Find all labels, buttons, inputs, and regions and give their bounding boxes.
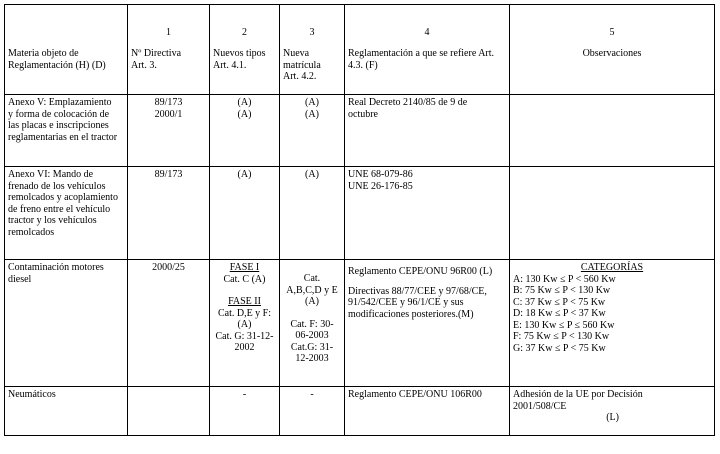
cell-directiva (128, 387, 210, 436)
text-line: y forma de colocación de (8, 108, 110, 120)
cell-nueva-matricula (280, 260, 345, 387)
category-line: B: 75 Kw ≤ P < 130 Kw (513, 285, 611, 296)
text-line: de freno entre el vehículo (8, 203, 111, 215)
header-cell-reglamentacion (345, 5, 510, 95)
text-line: Real Decreto 2140/85 de 9 de (348, 97, 468, 108)
column-label-line: Nuevos tipos (213, 48, 266, 59)
cell-directiva (128, 260, 210, 387)
cell-nuevos-tipos (210, 387, 280, 436)
column-number: 3 (309, 27, 315, 38)
cell-directiva (128, 167, 210, 260)
cell-nuevos-tipos (210, 95, 280, 167)
cell-materia (5, 387, 128, 436)
text-line: 12-2003 (295, 353, 329, 364)
column-label-line: matrícula (283, 59, 321, 71)
cell-nueva-matricula (280, 387, 345, 436)
cell-reglamentacion (345, 260, 510, 387)
text-line: 06-2003 (295, 330, 329, 341)
text-line: 2001/508/CE (513, 400, 567, 412)
text-line: octubre (348, 108, 378, 120)
column-number: 1 (166, 27, 171, 38)
text-line: Cat.G: 31- (290, 341, 334, 353)
text-line: (A) (237, 97, 252, 108)
column-label-line: Materia objeto de (8, 48, 79, 59)
text-line: UNE 26-176-85 (348, 180, 413, 192)
text-line: Cat. C (A) (223, 273, 266, 285)
text-line: (A) (305, 169, 319, 180)
regulation-table (4, 4, 715, 436)
spacer (283, 308, 341, 319)
fase-title: FASE II (228, 296, 261, 307)
text-line: Cat. F: 30- (290, 318, 334, 330)
column-number: 2 (242, 27, 247, 38)
header-cell-nuevos-tipos (210, 5, 280, 95)
text-line: Neumáticos (8, 389, 56, 400)
category-line: D: 18 Kw ≤ P < 37 Kw (513, 308, 606, 319)
text-line: Reglamento CEPE/ONU 96R00 (L) (348, 266, 493, 277)
cell-observaciones (510, 387, 715, 436)
cell-reglamentacion (345, 95, 510, 167)
cell-observaciones (510, 260, 715, 387)
spacer (283, 262, 341, 273)
text-line: 91/542/CEE y 96/1/CE y sus (348, 297, 464, 308)
text-line: frenado de los vehículos (8, 180, 106, 192)
table-row (5, 167, 715, 260)
cell-materia (5, 260, 128, 387)
header-cell-observaciones (510, 5, 715, 95)
text-line: Adhesión de la UE por Decisión (513, 389, 643, 400)
text-line: reglamentarias en el tractor (8, 131, 118, 143)
text-line: diesel (8, 273, 32, 285)
table-row (5, 95, 715, 167)
column-label (283, 48, 341, 83)
cell-observaciones (510, 95, 715, 167)
text-line: Anexo V: Emplazamiento (8, 97, 112, 108)
text-line: (A) (237, 319, 252, 330)
text-line: Reglamento CEPE/ONU 106R00 (348, 389, 482, 400)
column-number: 4 (424, 27, 430, 38)
column-label-line: Reglamentación (H) (D) (8, 59, 106, 71)
category-line: C: 37 Kw ≤ P < 75 Kw (513, 296, 606, 308)
text-line: (A) (305, 108, 319, 120)
text-line: (A) (305, 296, 319, 307)
text-line: A,B,C,D y E (286, 284, 338, 296)
column-label-line: Nº Directiva (131, 48, 182, 59)
cell-directiva (128, 95, 210, 167)
text-line: UNE 68-079-86 (348, 169, 413, 180)
column-label (131, 48, 206, 71)
column-number (8, 5, 124, 39)
column-label-line: Art. 4.2. (283, 71, 317, 82)
column-label (348, 48, 506, 71)
text-line: Directivas 88/77/CEE y 97/68/CE, (348, 285, 487, 297)
note-line: (L) (606, 412, 619, 423)
spacer (213, 285, 276, 296)
text-line: Cat. (303, 273, 321, 284)
column-label-line: Nueva (283, 48, 310, 59)
text-line: Anexo VI: Mando de (8, 169, 94, 180)
cell-reglamentacion (345, 387, 510, 436)
text-line: - (310, 389, 314, 400)
cell-observaciones (510, 167, 715, 260)
text-line: modificaciones posteriores.(M) (348, 308, 474, 320)
text-line: Cat. G: 31-12- (215, 330, 274, 342)
spacer (348, 278, 506, 286)
cell-materia (5, 167, 128, 260)
header-cell-materia (5, 5, 128, 95)
text-line: las placas e inscripciones (8, 120, 109, 131)
cell-nuevos-tipos (210, 260, 280, 387)
column-label-line: Reglamentación a que se refiere Art. (348, 48, 495, 59)
header-cell-directiva (128, 5, 210, 95)
text-line: 2002 (234, 342, 255, 353)
text-line: (A) (237, 108, 252, 120)
column-label (213, 48, 276, 71)
column-label (8, 48, 124, 71)
category-line: A: 130 Kw ≤ P < 560 Kw (513, 273, 616, 285)
text-line: (A) (305, 97, 319, 108)
cell-materia (5, 95, 128, 167)
column-label-line: Observaciones (582, 48, 642, 59)
text-line: Contaminación motores (8, 262, 104, 273)
column-number: 5 (609, 27, 615, 38)
fase-title: FASE I (229, 262, 260, 273)
cell-nuevos-tipos (210, 167, 280, 260)
text-line: Cat. D,E y F: (217, 307, 272, 319)
text-line: 89/173 (154, 169, 183, 180)
text-line: 89/173 (154, 97, 183, 108)
category-line: F: 75 Kw ≤ P < 130 Kw (513, 331, 610, 342)
cell-nueva-matricula (280, 95, 345, 167)
header-row (5, 5, 715, 95)
column-label-line: Art. 3. (131, 59, 157, 71)
categorias-title: CATEGORÍAS (580, 262, 644, 273)
table-row (5, 260, 715, 387)
text-line: - (242, 389, 247, 400)
column-label-line: Art. 4.1. (213, 59, 247, 71)
text-line: remolcados y acoplamiento (8, 192, 118, 203)
header-cell-nueva-matricula (280, 5, 345, 95)
cell-nueva-matricula (280, 167, 345, 260)
text-line: (A) (237, 169, 252, 180)
text-line: 2000/1 (154, 108, 183, 120)
text-line: 2000/25 (152, 262, 185, 273)
category-line: E: 130 Kw ≤ P ≤ 560 Kw (513, 319, 615, 331)
text-line: remolcados (8, 226, 55, 238)
category-line: G: 37 Kw ≤ P < 75 Kw (513, 342, 606, 354)
table-row (5, 387, 715, 436)
cell-reglamentacion (345, 167, 510, 260)
text-line: tractor y los vehículos (8, 215, 97, 226)
column-label (513, 48, 711, 60)
column-label-line: 4.3. (F) (348, 59, 378, 71)
